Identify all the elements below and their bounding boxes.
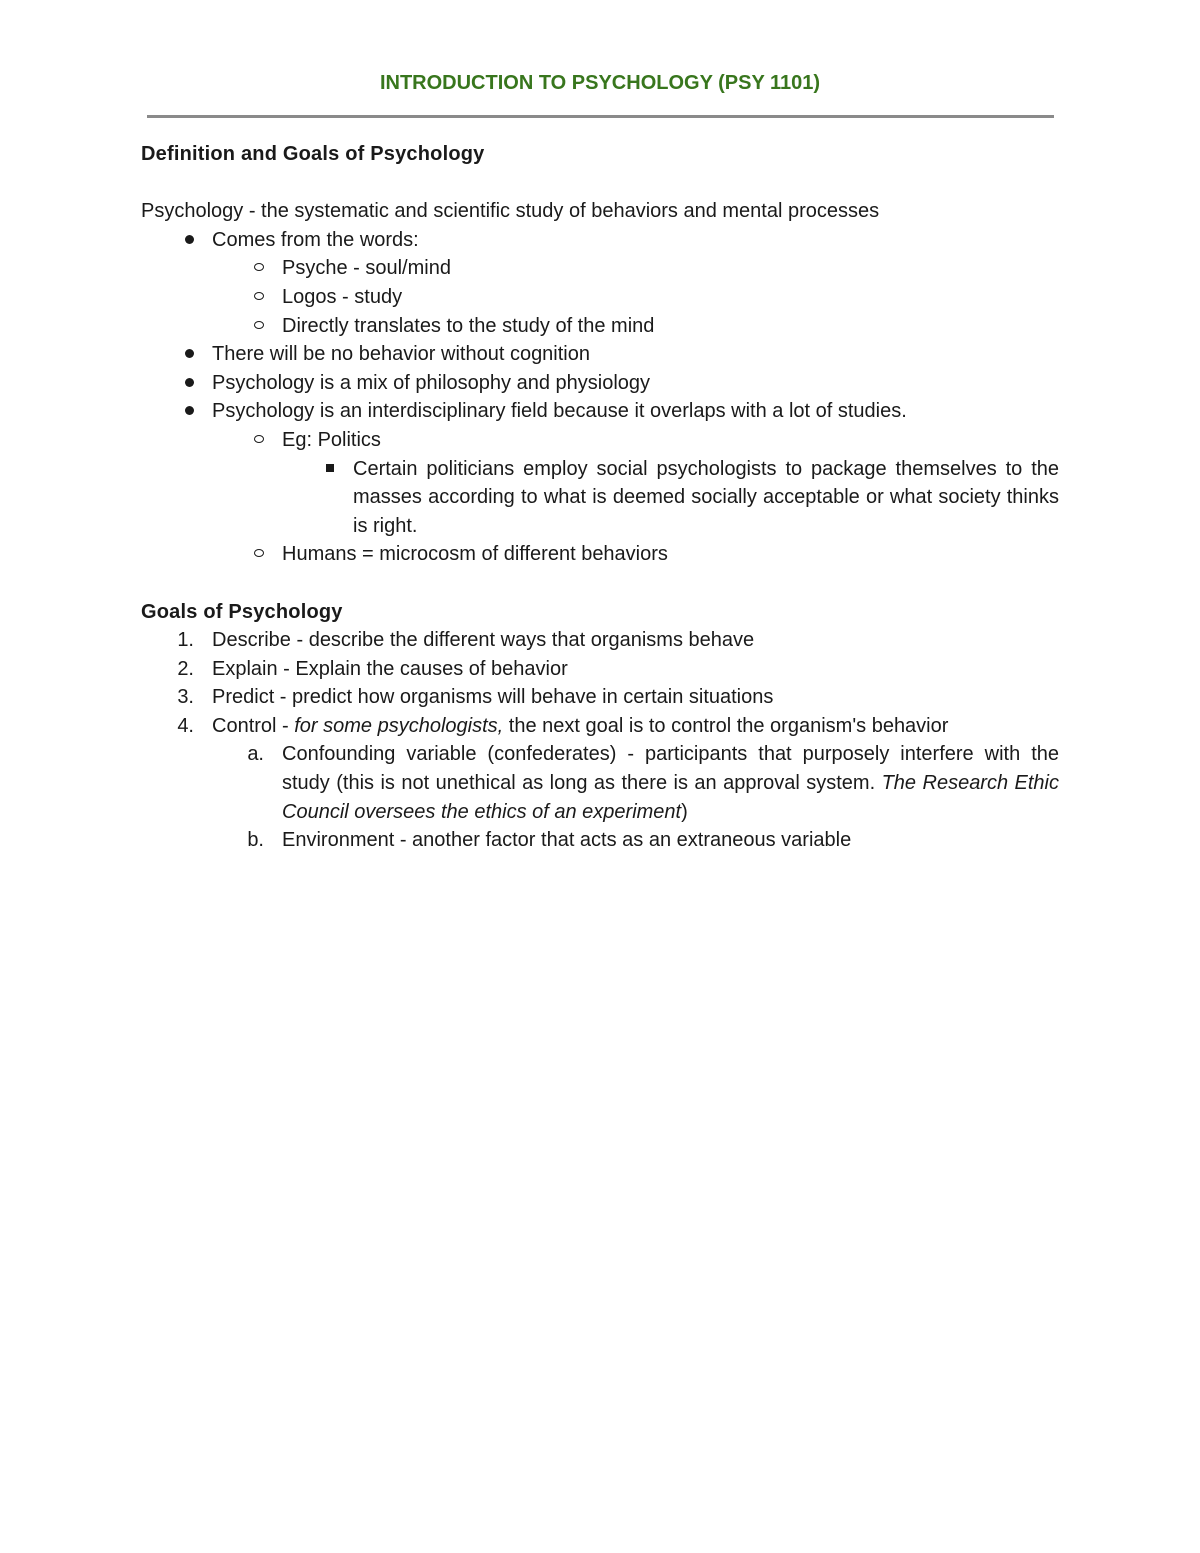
- psychology-definition: Psychology - the systematic and scientific study of behaviors and mental processes: [141, 200, 880, 223]
- bullet-dot-icon: [164, 397, 194, 426]
- list-number: 3.: [177, 686, 194, 709]
- list-item: Directly translates to the study of the mind: [141, 312, 1059, 341]
- bullet-dot-icon: [164, 226, 194, 255]
- section-heading-goals: Goals of Psychology: [141, 600, 343, 623]
- list-item: There will be no behavior without cognition: [141, 340, 1059, 369]
- spacer: [141, 569, 1059, 598]
- list-item: Psychology is an interdisciplinary field because it overlaps with a lot of studies.: [141, 397, 1059, 426]
- list-number: 2.: [177, 657, 194, 680]
- list-item: Logos - study: [141, 283, 1059, 312]
- list-item: a. Confounding variable (confederates) - participants that purposely interfere with the study (this is not unethical as long as there is an approval system. The Research Ethic Council oversees the ethics of an experiment): [141, 740, 1059, 826]
- bullet-circle-icon: [234, 283, 264, 312]
- title-divider: [147, 115, 1054, 118]
- bullet-square-icon: [304, 455, 334, 484]
- list-number: 4.: [177, 714, 194, 737]
- bullet-circle-icon: [234, 312, 264, 341]
- list-item: b. Environment - another factor that acts as an extraneous variable: [141, 826, 1059, 855]
- list-item: 1. Describe - describe the different ways that organisms behave: [141, 626, 1059, 655]
- document-title: INTRODUCTION TO PSYCHOLOGY (PSY 1101): [379, 72, 821, 94]
- bullet-circle-icon: [234, 540, 264, 569]
- bullet-dot-icon: [164, 340, 194, 369]
- list-item: Comes from the words:: [141, 226, 1059, 255]
- list-item: 4. Control - for some psychologists, the next goal is to control the organism's behavior: [141, 712, 1059, 741]
- spacer: [141, 169, 1059, 198]
- section-heading-definition: Definition and Goals of Psychology: [141, 143, 485, 165]
- list-number: 1.: [177, 629, 194, 652]
- list-item: Psyche - soul/mind: [141, 254, 1059, 283]
- list-letter: b.: [247, 829, 264, 852]
- bullet-circle-icon: [234, 426, 264, 455]
- list-item: Psychology is a mix of philosophy and physiology: [141, 369, 1059, 398]
- list-item: 3. Predict - predict how organisms will behave in certain situations: [141, 683, 1059, 712]
- list-item: 2. Explain - Explain the causes of behavior: [141, 655, 1059, 684]
- bullet-circle-icon: [234, 254, 264, 283]
- document-body: [141, 140, 1059, 855]
- bullet-dot-icon: [164, 369, 194, 398]
- list-item: Humans = microcosm of different behaviors: [141, 540, 1059, 569]
- list-item: Certain politicians employ social psychologists to package themselves to the masses according to what is deemed socially acceptable or what society thinks is right.: [141, 455, 1059, 541]
- list-item: Eg: Politics: [141, 426, 1059, 455]
- list-letter: a.: [247, 743, 264, 766]
